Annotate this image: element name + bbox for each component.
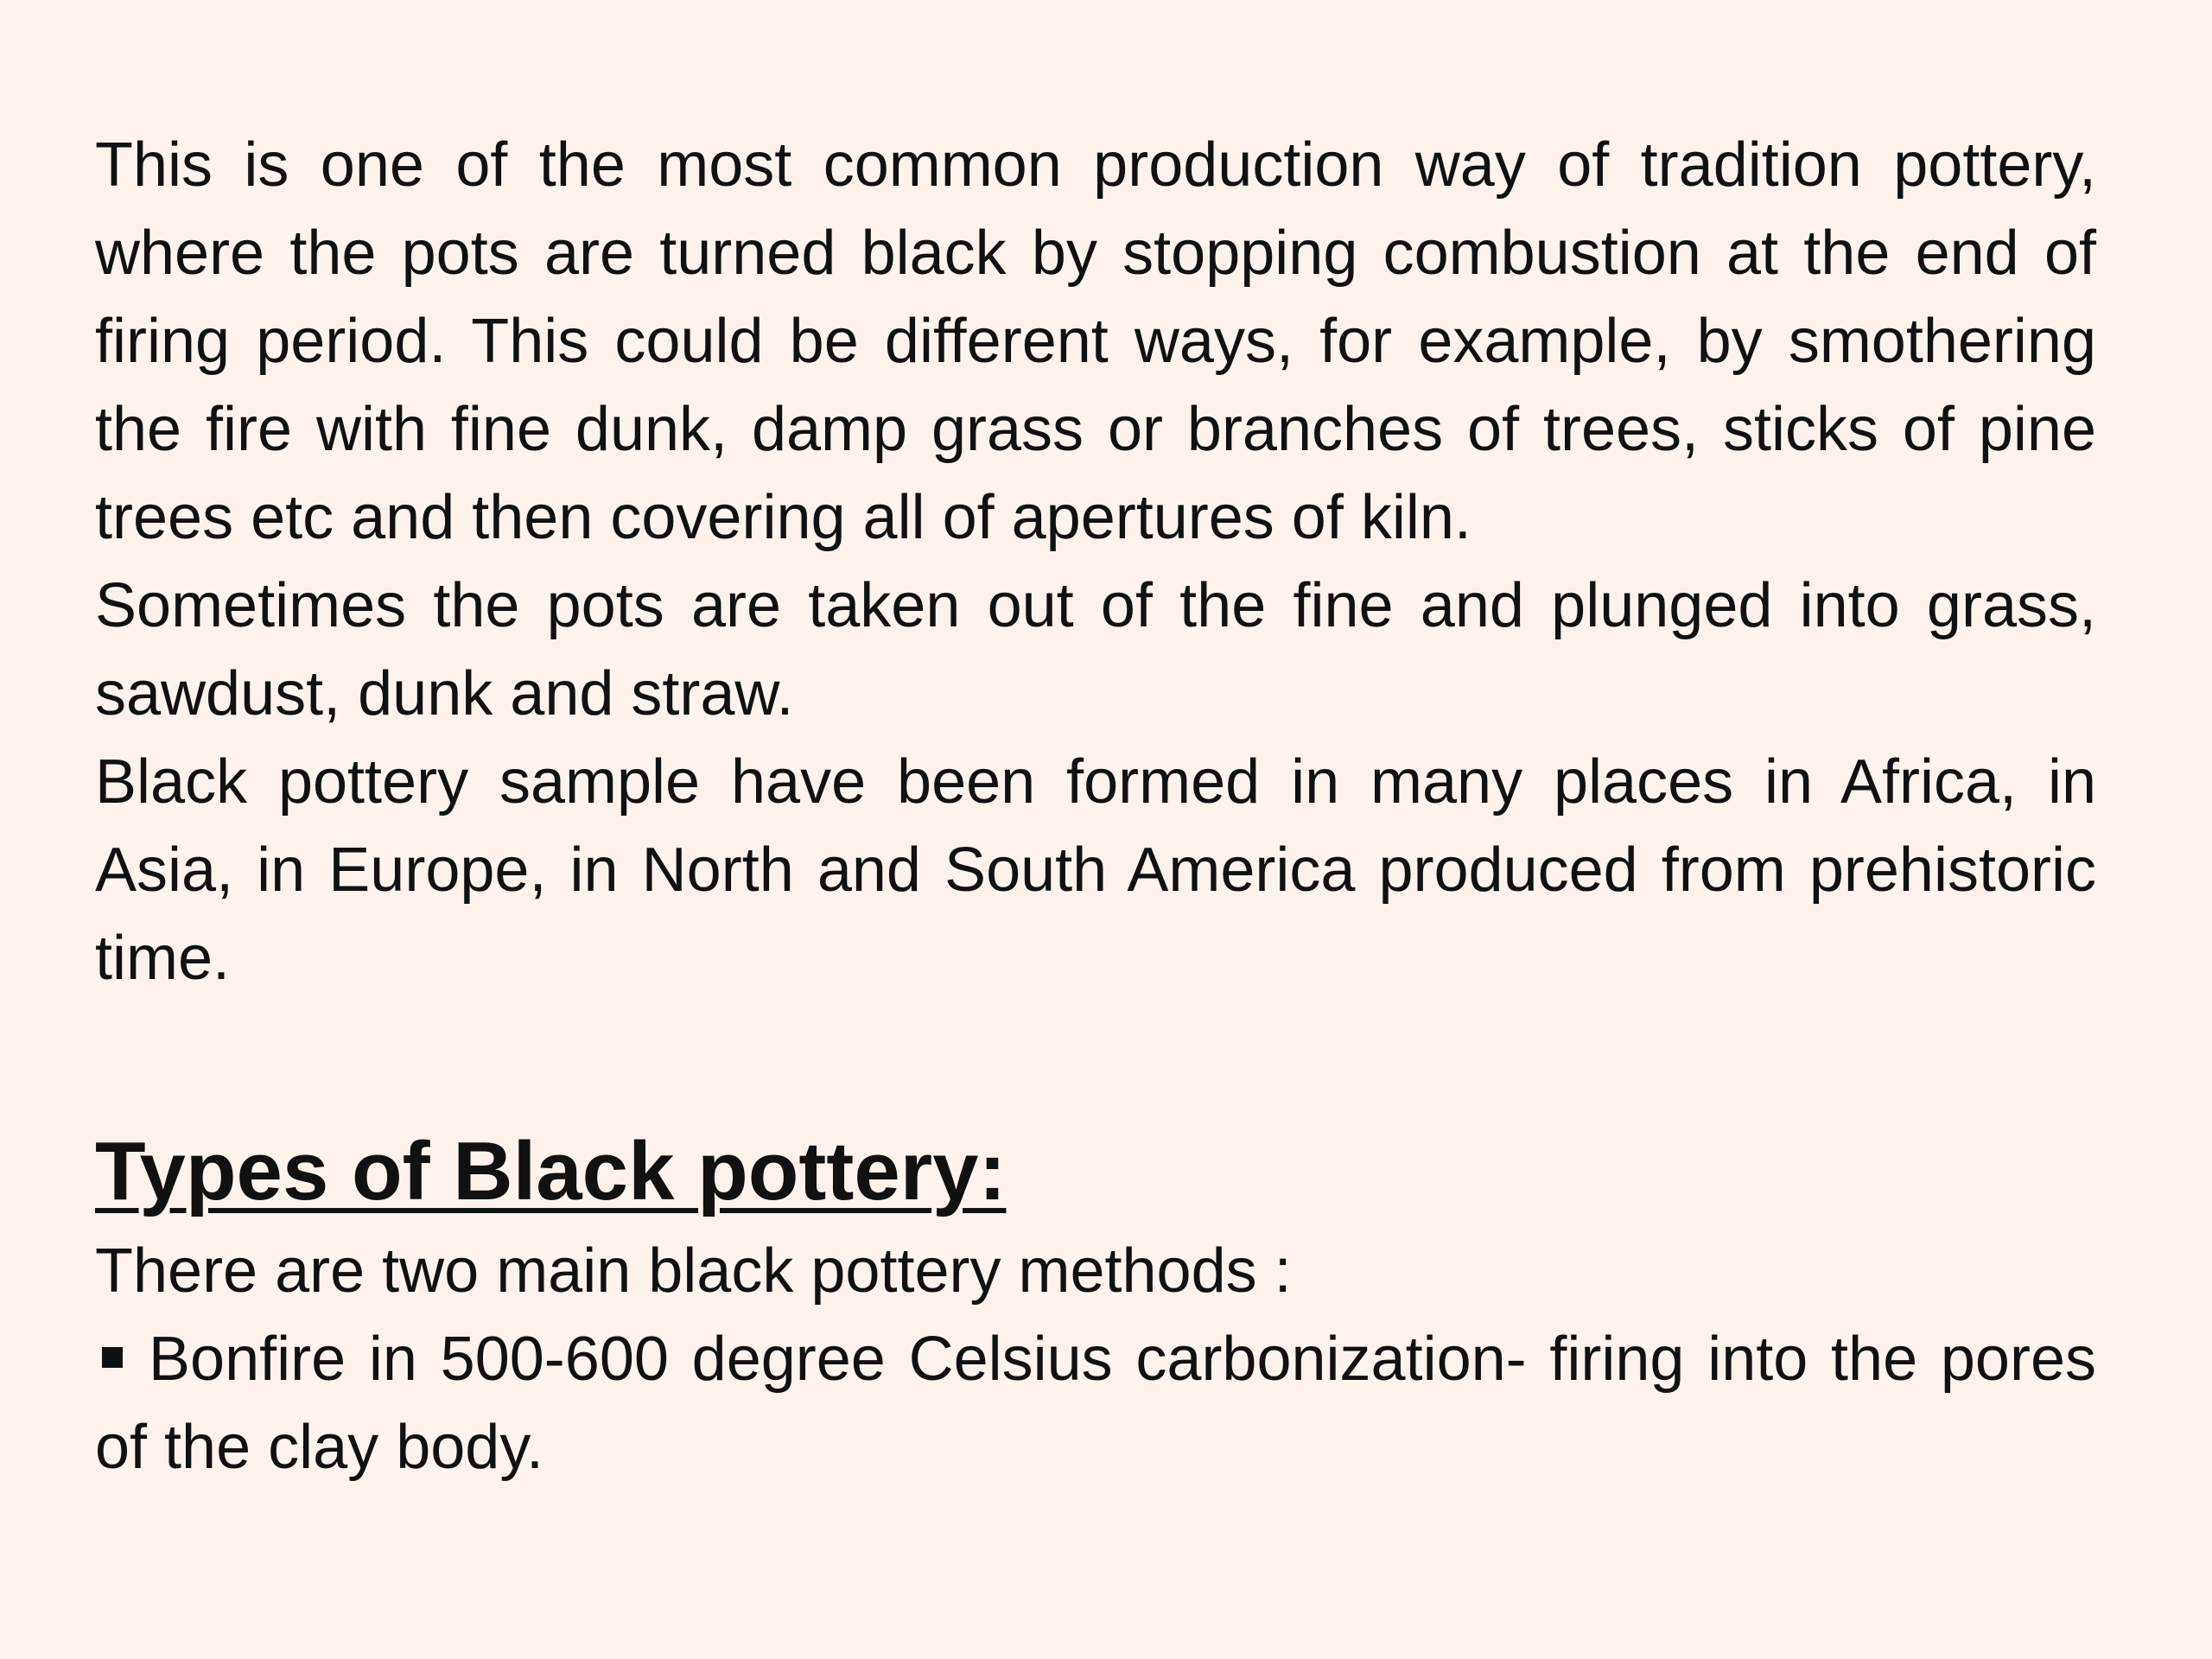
section-spacer <box>95 1002 2096 1120</box>
bullet-item <box>95 1315 2096 1491</box>
bullet-item-text: Bonfire in 500-600 degree Celsius carbonization- firing into the pores of the clay body. <box>95 1325 2096 1482</box>
intro-paragraph-3: Black pottery sample have been formed in many places in Africa, in Asia, in Europe, in North and South America produced from prehistoric time. <box>95 747 2096 993</box>
intro-paragraph-2: Sometimes the pots are taken out of the fine and plunged into grass, sawdust, dunk and straw. <box>95 571 2096 728</box>
square-bullet-icon <box>102 1347 123 1368</box>
intro-paragraph-1: This is one of the most common production way of tradition pottery, where the pots are turned black by stopping combustion at the end of firing period. This could be different ways, for example, by smothering the fire with fine dunk, damp grass or branches of trees, sticks of pine trees etc and then covering all of apertures of kiln. <box>95 130 2096 552</box>
slide-content <box>95 121 2096 1491</box>
section-heading: Types of Black pottery: <box>95 1125 1007 1217</box>
section-lead: There are two main black pottery methods : <box>95 1236 1292 1306</box>
